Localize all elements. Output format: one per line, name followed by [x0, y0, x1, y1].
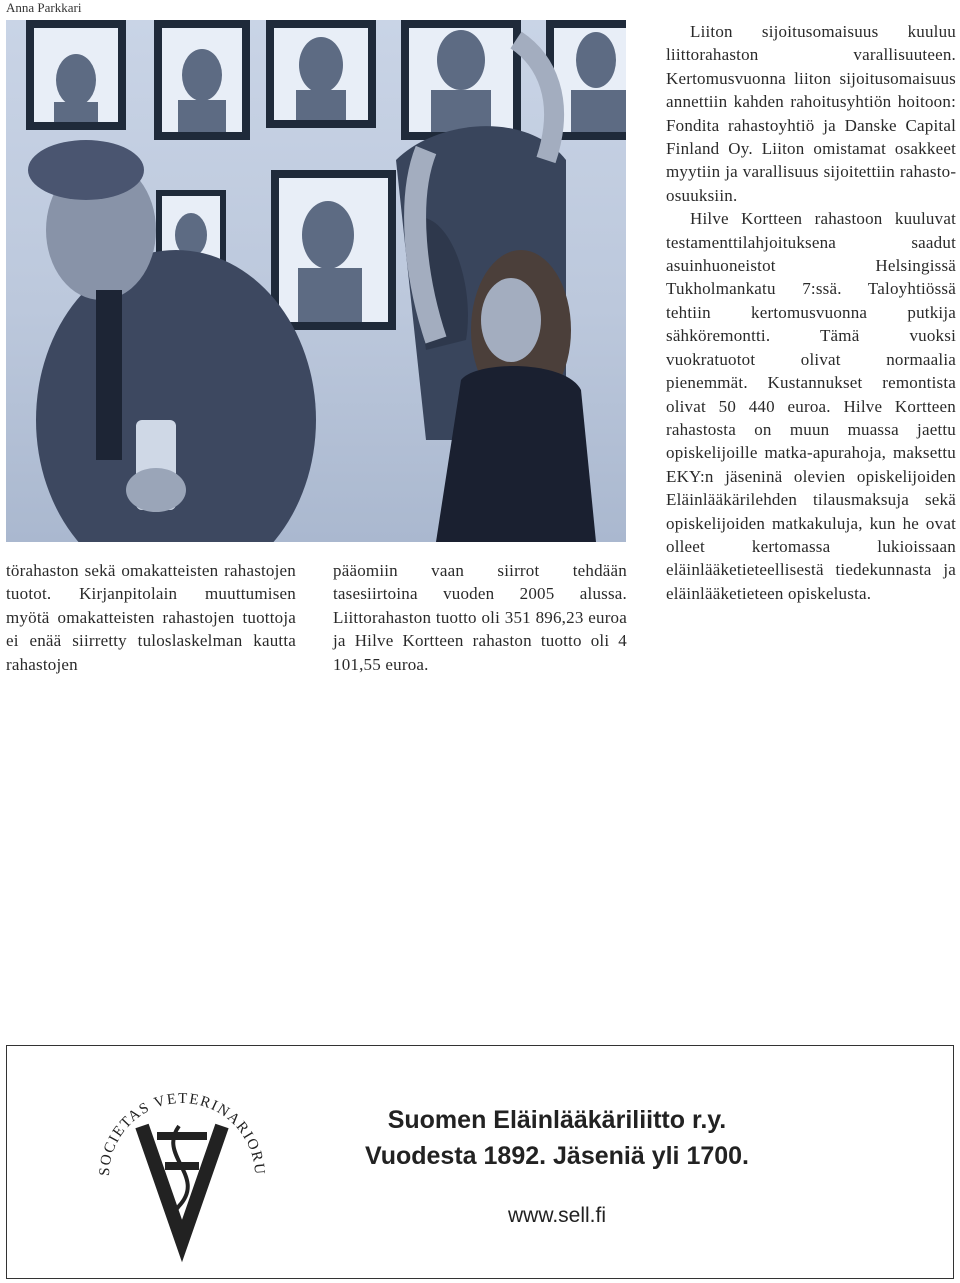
- website-link[interactable]: www.sell.fi: [507, 1204, 607, 1227]
- association-tagline: Vuodesta 1892. Jäseniä yli 1700.: [364, 1142, 750, 1170]
- logo-text: SOCIETAS VETERINARIORU: [96, 1090, 268, 1177]
- text-column-1: [6, 559, 296, 676]
- association-logo: [87, 1066, 277, 1266]
- paragraph: Hilve Kortteen rahastoon kuuluvat testamenttilahjoituksena saadut asuinhuoneistot Helsingissä Tukholmankatu 7:ssä. Taloyhtiössä tehtiin kertomusvuonna putkija sähköremontti. Tämä vuoksi vuokratuotot olivat normaalia pienemmät. Kustannukset remontista olivat 50 440 euroa. Hilve Kortteen rahastosta on muun muassa jaettu opiskelijoille matka-apurahoja, maksettu EKY:n jäseninä olevien opiskelijoiden Eläinlääkärilehden tilausmaksuja sekä opiskelijoiden matkakuluja, kun he ovat olleet kertomassa lukioissaan eläinlääketieteellisestä tiedekunnasta ja eläinlääketieteen opiskelusta.: [666, 209, 956, 603]
- text-column-3: [666, 20, 956, 605]
- photo-credit: Anna Parkkari: [6, 0, 82, 15]
- paragraph: törahaston sekä omakatteisten rahastojen tuotot. Kirjanpitolain muuttumisen myötä omakatteisten rahastojen tuottoja ei enää siirretty tuloslaskelman kautta rahastojen: [6, 561, 296, 674]
- article-photo: [6, 20, 626, 542]
- paragraph: Liiton sijoitusomaisuus kuuluu liittorahaston varallisuuteen. Kertomusvuonna liiton sijoitusomaisuus annettiin kahden rahoitusyhtiön hoitoon: Fondita rahastoyhtiö ja Danske Capital Finland Oy. Liiton omistamat osakkeet myytiin ja varallisuus sijoitettiin rahastoosuuksiin.: [666, 22, 956, 205]
- ad-text: [307, 1104, 807, 1228]
- text-column-2: [333, 559, 627, 676]
- paragraph: pääomiin vaan siirrot tehdään tasesiirtoina vuoden 2005 alussa. Liittorahaston tuotto oli 351 896,23 euroa ja Hilve Kortteen rahaston tuotto oli 4 101,55 euroa.: [333, 561, 627, 674]
- advertisement: [6, 1045, 954, 1279]
- association-name: Suomen Eläinlääkäriliitto r.y.: [387, 1106, 727, 1134]
